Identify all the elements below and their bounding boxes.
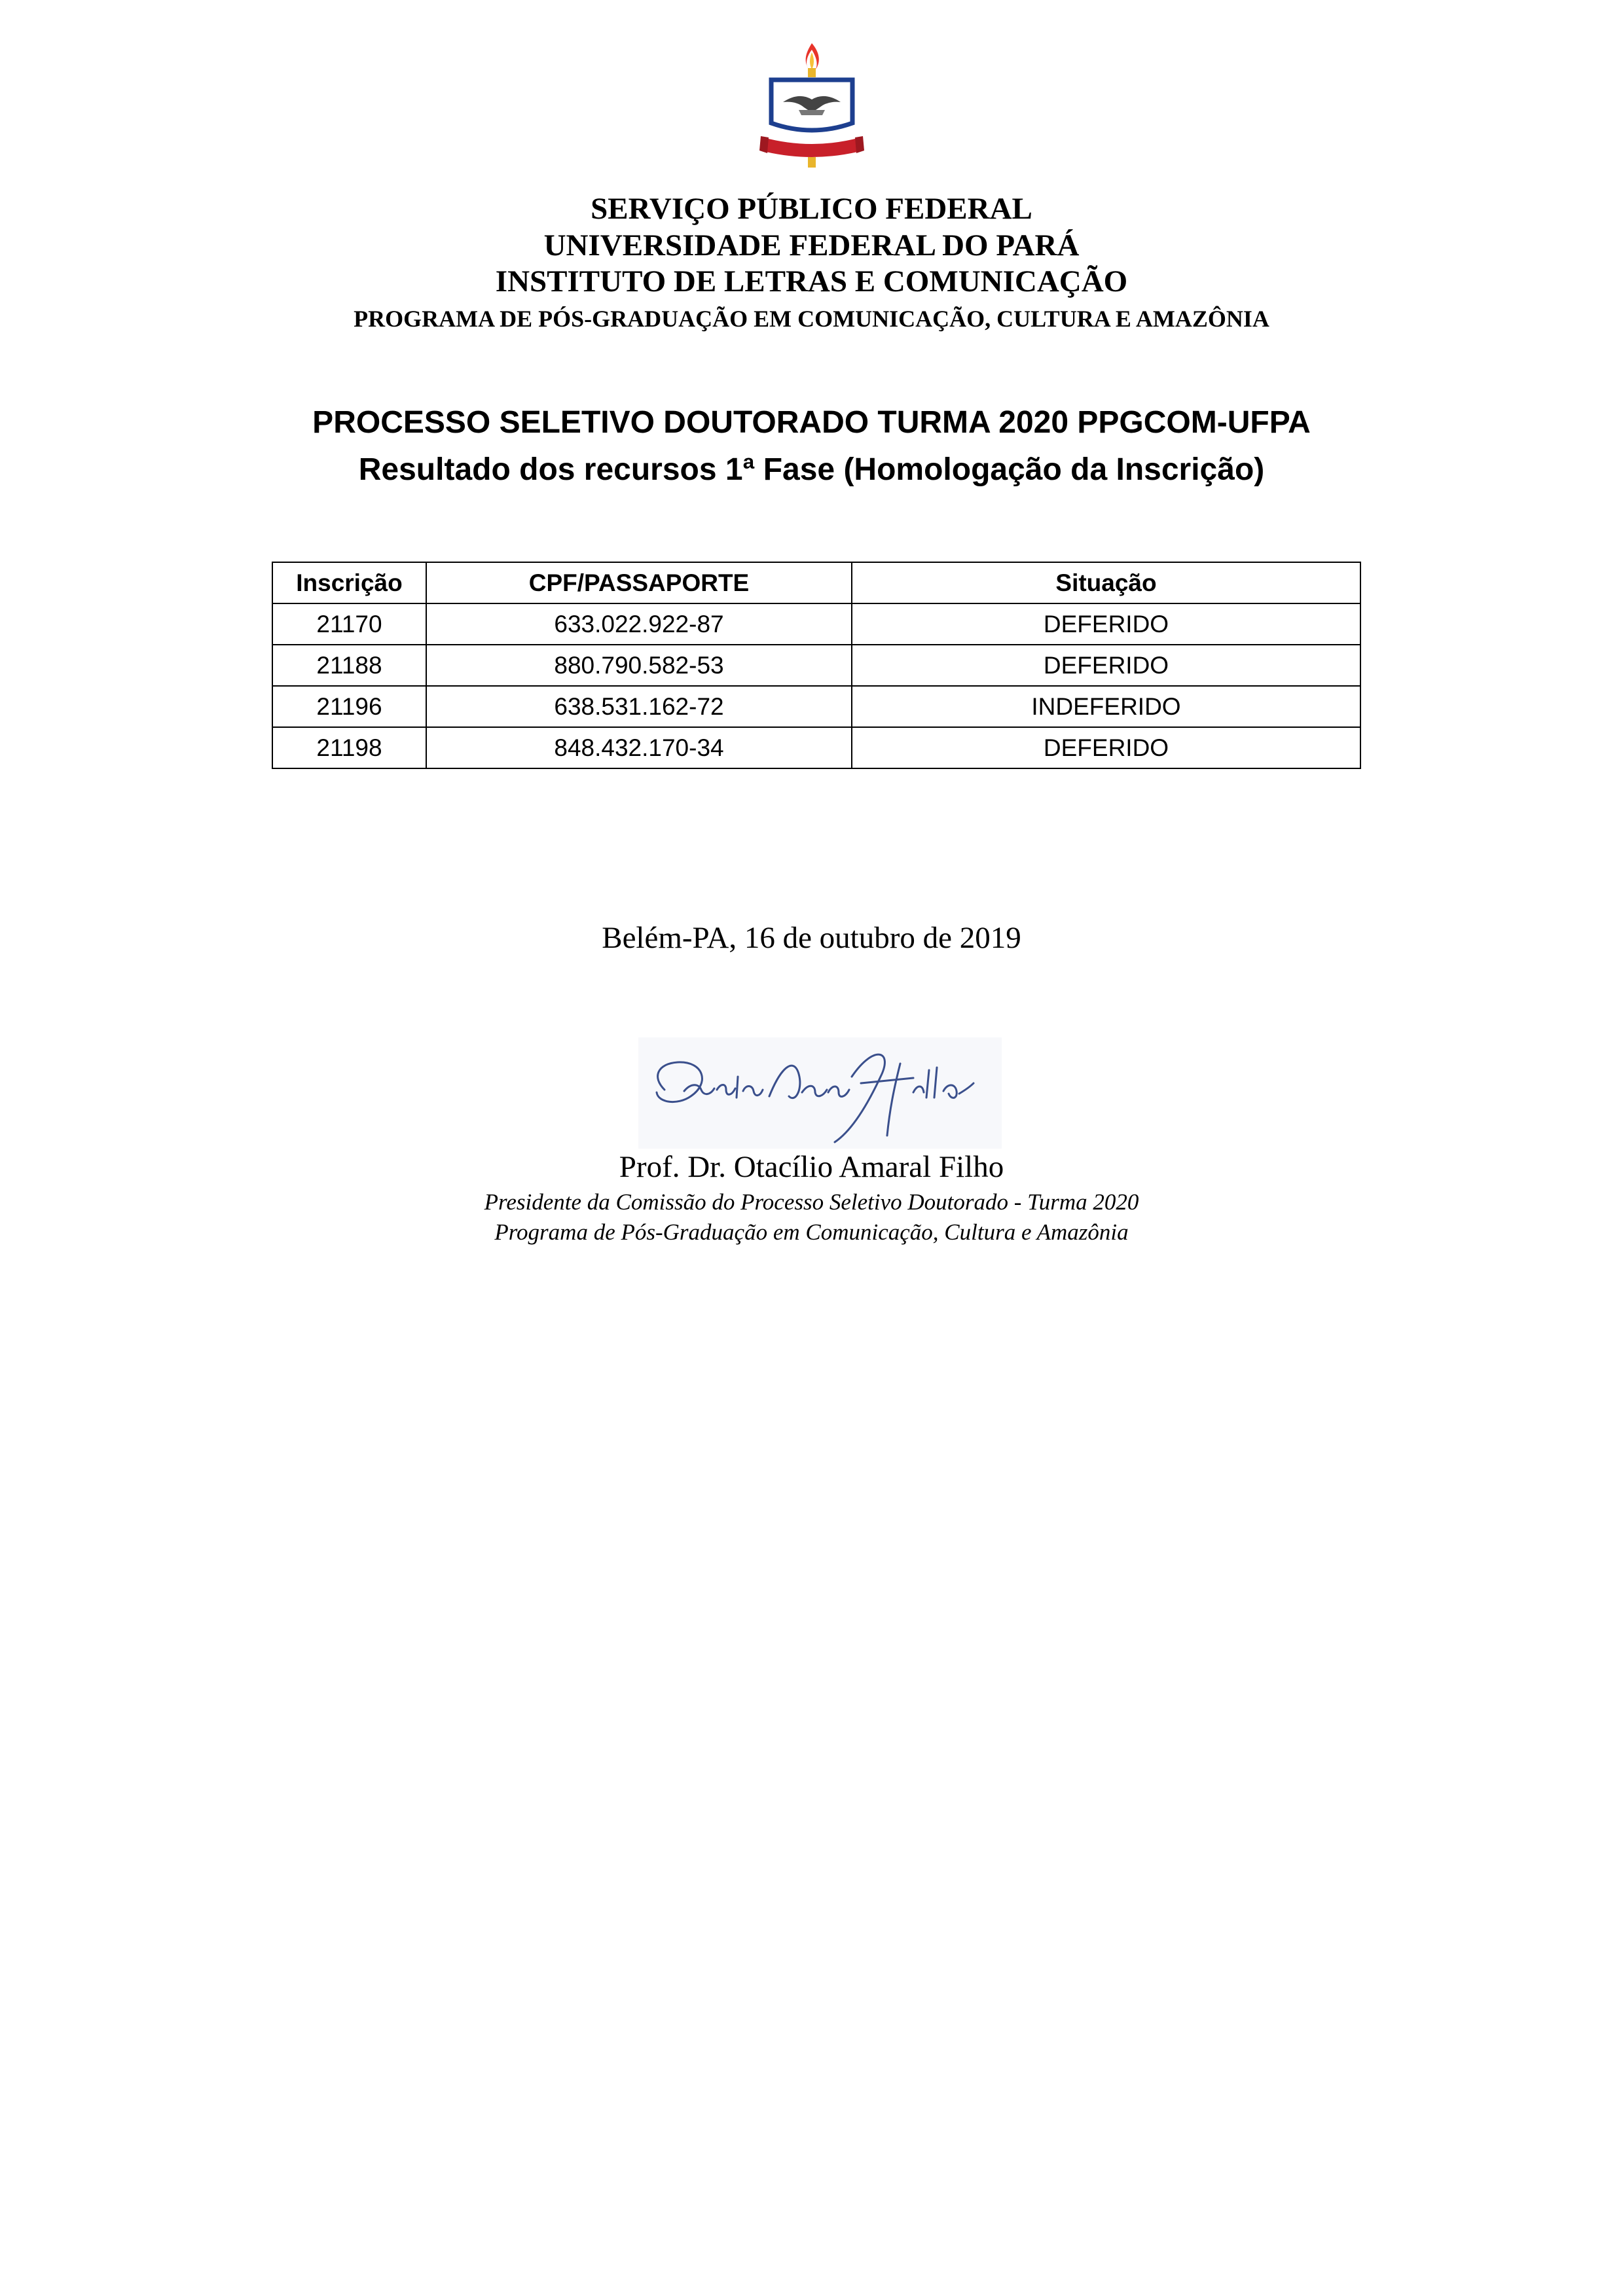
header-federal-service: SERVIÇO PÚBLICO FEDERAL bbox=[591, 192, 1032, 226]
header-institute: INSTITUTO DE LETRAS E COMUNICAÇÃO bbox=[495, 264, 1128, 298]
header-university: UNIVERSIDADE FEDERAL DO PARÁ bbox=[543, 228, 1080, 262]
cell-inscricao: 21198 bbox=[272, 727, 426, 768]
ufpa-crest-icon bbox=[759, 39, 864, 170]
header-program: PROGRAMA DE PÓS-GRADUAÇÃO EM COMUNICAÇÃO, CULTURA E AMAZÔNIA bbox=[354, 306, 1269, 332]
handwritten-signature bbox=[638, 1037, 1002, 1149]
document-subtitle: Resultado dos recursos 1ª Fase (Homologação da Inscrição) bbox=[358, 452, 1265, 487]
cell-situacao: DEFERIDO bbox=[852, 603, 1360, 645]
signer-name: Prof. Dr. Otacílio Amaral Filho bbox=[619, 1150, 1004, 1184]
table-row bbox=[272, 645, 1360, 686]
cell-cpf: 848.432.170-34 bbox=[426, 727, 852, 768]
cell-inscricao: 21170 bbox=[272, 603, 426, 645]
cell-cpf: 880.790.582-53 bbox=[426, 645, 852, 686]
column-header-situacao: Situação bbox=[852, 562, 1360, 603]
cell-cpf: 633.022.922-87 bbox=[426, 603, 852, 645]
cell-situacao: INDEFERIDO bbox=[852, 686, 1360, 727]
column-header-cpf: CPF/PASSAPORTE bbox=[426, 562, 852, 603]
results-table bbox=[272, 562, 1361, 769]
table-row bbox=[272, 686, 1360, 727]
cell-cpf: 638.531.162-72 bbox=[426, 686, 852, 727]
document-title: PROCESSO SELETIVO DOUTORADO TURMA 2020 PPGCOM-UFPA bbox=[312, 405, 1311, 440]
table-header-row bbox=[272, 562, 1360, 603]
cell-inscricao: 21188 bbox=[272, 645, 426, 686]
cell-inscricao: 21196 bbox=[272, 686, 426, 727]
table-row bbox=[272, 727, 1360, 768]
column-header-inscricao: Inscrição bbox=[272, 562, 426, 603]
table-row bbox=[272, 603, 1360, 645]
cell-situacao: DEFERIDO bbox=[852, 645, 1360, 686]
cell-situacao: DEFERIDO bbox=[852, 727, 1360, 768]
document-date: Belém-PA, 16 de outubro de 2019 bbox=[602, 921, 1021, 955]
signer-role: Presidente da Comissão do Processo Seletivo Doutorado - Turma 2020 bbox=[484, 1189, 1139, 1215]
signer-program: Programa de Pós-Graduação em Comunicação, Cultura e Amazônia bbox=[494, 1219, 1129, 1245]
